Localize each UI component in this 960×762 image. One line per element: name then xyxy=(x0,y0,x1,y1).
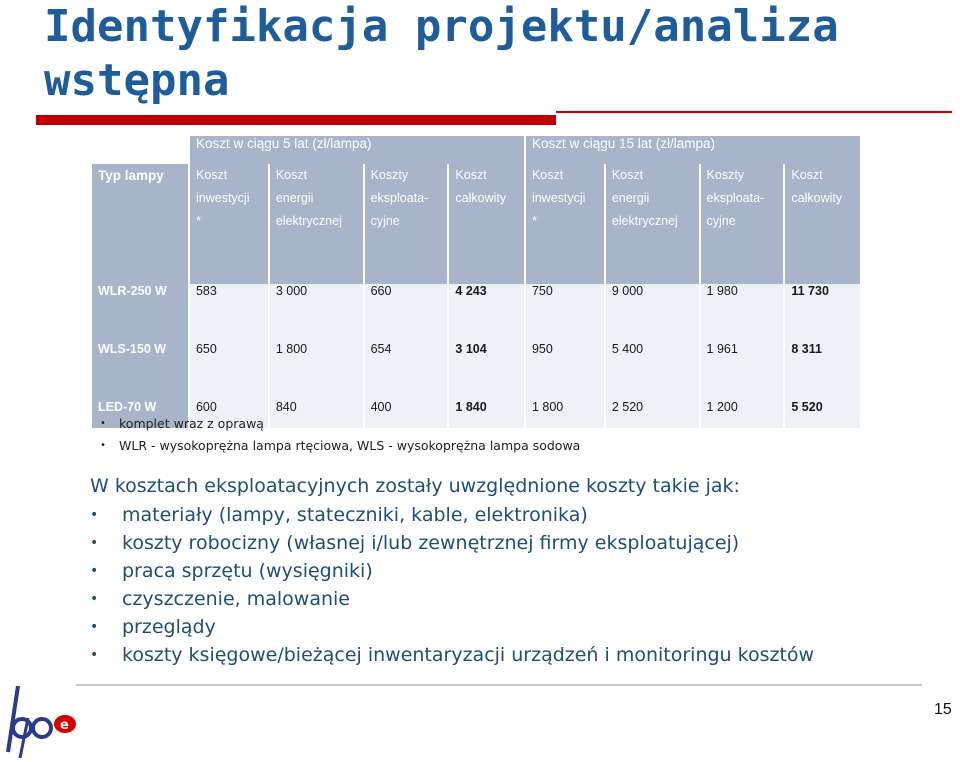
table-cell: 650 xyxy=(190,342,268,400)
table-cell: 1 800 xyxy=(526,400,604,428)
lamp-type-cell: WLS-150 W xyxy=(92,342,188,400)
total-cell: 1 840 xyxy=(449,400,524,428)
table-cell: 600 xyxy=(190,400,268,428)
cost-intro: W kosztach eksploatacyjnych zostały uwzględnione koszty takie jak: xyxy=(90,475,740,497)
page-number: 15 xyxy=(934,701,952,718)
column-header: Koszty eksploata- cyjne xyxy=(701,164,784,284)
list-item: • praca sprzętu (wysięgniki) xyxy=(90,557,814,585)
table-row xyxy=(92,284,860,342)
column-header: Koszty eksploata- cyjne xyxy=(365,164,448,284)
table-cell: 5 400 xyxy=(606,342,699,400)
table-cell: 660 xyxy=(365,284,448,342)
lamp-type-cell: LED-70 W xyxy=(92,400,188,428)
group-header-15-years: Koszt w ciągu 15 lat (zł/lampa) xyxy=(526,136,860,164)
total-cell: 11 730 xyxy=(785,284,860,342)
total-cell: 4 243 xyxy=(449,284,524,342)
page-title: Identyfikacja projektu/analiza wstępna xyxy=(44,1,839,106)
column-header: Koszt całkowity xyxy=(785,164,860,284)
svg-text:e: e xyxy=(60,718,69,733)
note-item: • komplet wraz z oprawą xyxy=(100,413,580,435)
title-accent-line xyxy=(556,111,952,113)
table-cell: 3 000 xyxy=(270,284,363,342)
table-notes xyxy=(100,413,580,457)
table-cell: 950 xyxy=(526,342,604,400)
lamp-type-cell: WLR-250 W xyxy=(92,284,188,342)
column-header: Koszt inwestycji * xyxy=(190,164,268,284)
column-header: Koszt energii elektrycznej xyxy=(606,164,699,284)
column-header-row xyxy=(92,164,860,284)
table-cell: 750 xyxy=(526,284,604,342)
column-header: Koszt całkowity xyxy=(449,164,524,284)
list-item: • koszty księgowe/bieżącej inwentaryzacji urządzeń i monitoringu kosztów xyxy=(90,641,814,669)
table-cell: 583 xyxy=(190,284,268,342)
column-header: Koszt energii elektrycznej xyxy=(270,164,363,284)
table-row xyxy=(92,342,860,400)
group-header-5-years: Koszt w ciągu 5 lat (zł/lampa) xyxy=(190,136,524,164)
note-item: • WLR - wysokoprężna lampa rtęciowa, WLS - wysokoprężna lampa sodowa xyxy=(100,435,580,457)
column-header: Koszt inwestycji * xyxy=(526,164,604,284)
table-cell: 1 961 xyxy=(701,342,784,400)
list-item: • materiały (lampy, stateczniki, kable, elektronika) xyxy=(90,501,814,529)
group-header-row xyxy=(92,136,860,164)
total-cell: 8 311 xyxy=(785,342,860,400)
total-cell: 5 520 xyxy=(785,400,860,428)
table-cell: 400 xyxy=(365,400,448,428)
cost-items-list xyxy=(90,501,814,669)
cost-table xyxy=(90,136,862,428)
table-cell: 2 520 xyxy=(606,400,699,428)
table-cell: 1 800 xyxy=(270,342,363,400)
company-logo xyxy=(4,684,80,758)
title-accent-bar xyxy=(36,115,556,125)
total-cell: 3 104 xyxy=(449,342,524,400)
list-item: • przeglądy xyxy=(90,613,814,641)
list-item: • koszty robocizny (własnej i/lub zewnętrznej firmy eksploatującej) xyxy=(90,529,814,557)
table-cell: 654 xyxy=(365,342,448,400)
list-item: • czyszczenie, malowanie xyxy=(90,585,814,613)
table-cell: 1 200 xyxy=(701,400,784,428)
table-cell: 840 xyxy=(270,400,363,428)
table-cell: 9 000 xyxy=(606,284,699,342)
table-cell: 1 980 xyxy=(701,284,784,342)
group-header-blank xyxy=(92,136,188,164)
footer-divider xyxy=(76,684,922,686)
type-header: Typ lampy xyxy=(92,164,188,284)
